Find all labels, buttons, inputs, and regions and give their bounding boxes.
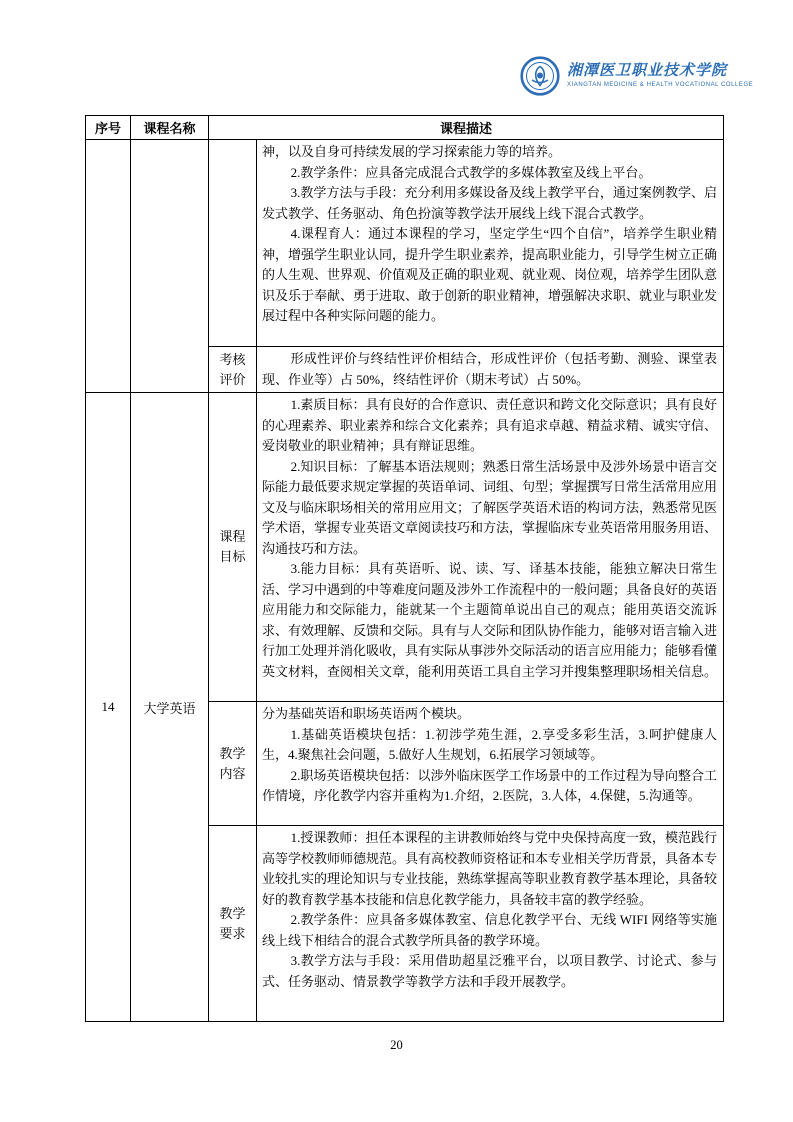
paragraph: 神，以及自身可持续发展的学习探索能力等的培养。 [262, 144, 562, 159]
paragraph: 形成性评价与终结性评价相结合，形成性评价（包括考勤、测验、课堂表现、作业等）占 50%，终结性评价（期末考试）占 50%。 [262, 351, 718, 387]
college-name-cn: 湘潭医卫职业技术学院 [567, 63, 728, 79]
cell-course-name: 大学英语 [131, 393, 209, 1022]
cell-section-label: 考核评价 [209, 347, 257, 393]
header-cell-course-name: 课程名称 [131, 116, 209, 140]
paragraph: 2.知识目标：了解基本语法规则；熟悉日常生活场景中及涉外场景中语言交际能力最低要求规定掌握的英语单词、词组、句型；掌握撰写日常生活常用应用文及与临床职场相关的常用应用文；了解医学英语术语的构词方法，熟悉常见医学术语，掌握专业英语文章阅读技巧和方法，掌握临床专业英语常用服务用语、沟通技巧和方法。 [262, 458, 718, 556]
cell-description [257, 347, 724, 393]
table-row-continuation [86, 140, 724, 347]
table-header-row [86, 116, 724, 140]
cell-description [257, 393, 724, 702]
cell-description [257, 826, 724, 1022]
header-cell-description: 课程描述 [209, 116, 724, 140]
course-table [85, 115, 724, 1022]
paragraph: 3.能力目标：具有英语听、说、读、写、译基本技能，能独立解决日常生活、学习中遇到的中等难度问题及涉外工作流程中的一般问题；具备良好的英语应用能力和交际能力，能就某一个主题简单说出自己的观点；能用英语交流诉求、有效理解、反馈和交际。具有与人交际和团队协作能力，能够对语言输入进行加工处理并消化吸收，具有实际从事涉外交际活动的语言应用能力；能够看懂英文材料，查阅相关文章，能利用英语工具自主学习并搜集整理职场相关信息。 [262, 561, 718, 679]
paragraph: 1.授课教师：担任本课程的主讲教师始终与党中央保持高度一致，模范践行高等学校教师师德规范。具有高校教师资格证和本专业相关学历背景，具备本专业较扎实的理论知识与专业技能，熟练掌握高等职业教育教学基本理论，具备较好的教育教学基本技能和信息化教学能力，具备较丰富的教学经验。 [262, 830, 718, 907]
cell-course-no: 14 [86, 393, 131, 1022]
cell-description [257, 140, 724, 347]
paragraph: 2.教学条件：应具备多媒体教室、信息化教学平台、无线 WIFI 网络等实施线上线下相结合的混合式教学所具备的教学环境。 [262, 912, 718, 948]
cell-section-label-empty [209, 140, 257, 347]
paragraph: 1.素质目标：具有良好的合作意识、责任意识和跨文化交际意识；具有良好的心理素养、职业素养和综合文化素养；具有追求卓越、精益求精、诚实守信、爱岗敬业的职业精神；具有辩证思维。 [262, 397, 718, 453]
cell-course-name-empty [131, 140, 209, 393]
cell-section-label: 教学内容 [209, 702, 257, 826]
college-name [567, 62, 753, 90]
table-row-course-objectives [86, 393, 724, 702]
page-number: 20 [390, 1038, 403, 1052]
college-emblem-icon [520, 56, 560, 96]
paragraph: 分为基础英语和职场英语两个模块。 [262, 706, 471, 721]
college-name-en: XIANGTAN MEDICINE & HEALTH VOCATIONAL COLLEGE [567, 82, 754, 88]
college-logo [520, 56, 753, 96]
cell-course-no-empty [86, 140, 131, 393]
paragraph: 2.职场英语模块包括：以涉外临床医学工作场景中的工作过程为导向整合工作情境，序化教学内容并重构为1.介绍，2.医院，3.人体，4.保健，5.沟通等。 [262, 767, 718, 803]
paragraph: 3.教学方法与手段：采用借助超星泛雅平台，以项目教学、讨论式、参与式、任务驱动、情景教学等教学方法和手段开展教学。 [262, 953, 718, 989]
cell-section-label: 课程目标 [209, 393, 257, 702]
cell-description [257, 702, 724, 826]
paragraph: 2.教学条件：应具备完成混合式教学的多媒体教室及线上平台。 [290, 164, 652, 180]
cell-section-label: 教学要求 [209, 826, 257, 1022]
paragraph: 3.教学方法与手段：充分利用多媒设备及线上教学平台，通过案例教学、启发式教学、任务驱动、角色扮演等教学法开展线上线下混合式教学。 [262, 185, 718, 221]
header-cell-no: 序号 [86, 116, 131, 140]
paragraph: 4.课程育人：通过本课程的学习，坚定学生“四个自信”，培养学生职业精神，增强学生职业认同，提升学生职业素养，提高职业能力，引导学生树立正确的人生观、世界观、价值观及正确的职业观、就业观、岗位观，培养学生团队意识及乐于奉献、勇于进取、敢于创新的职业精神，增强解决求职、就业与职业发展过程中各种实际问题的能力。 [262, 226, 718, 323]
paragraph: 1.基础英语模块包括：1.初涉学苑生涯，2.享受多彩生活，3.呵护健康人生，4.聚焦社会问题，5.做好人生规划，6.拓展学习领域等。 [262, 726, 718, 762]
